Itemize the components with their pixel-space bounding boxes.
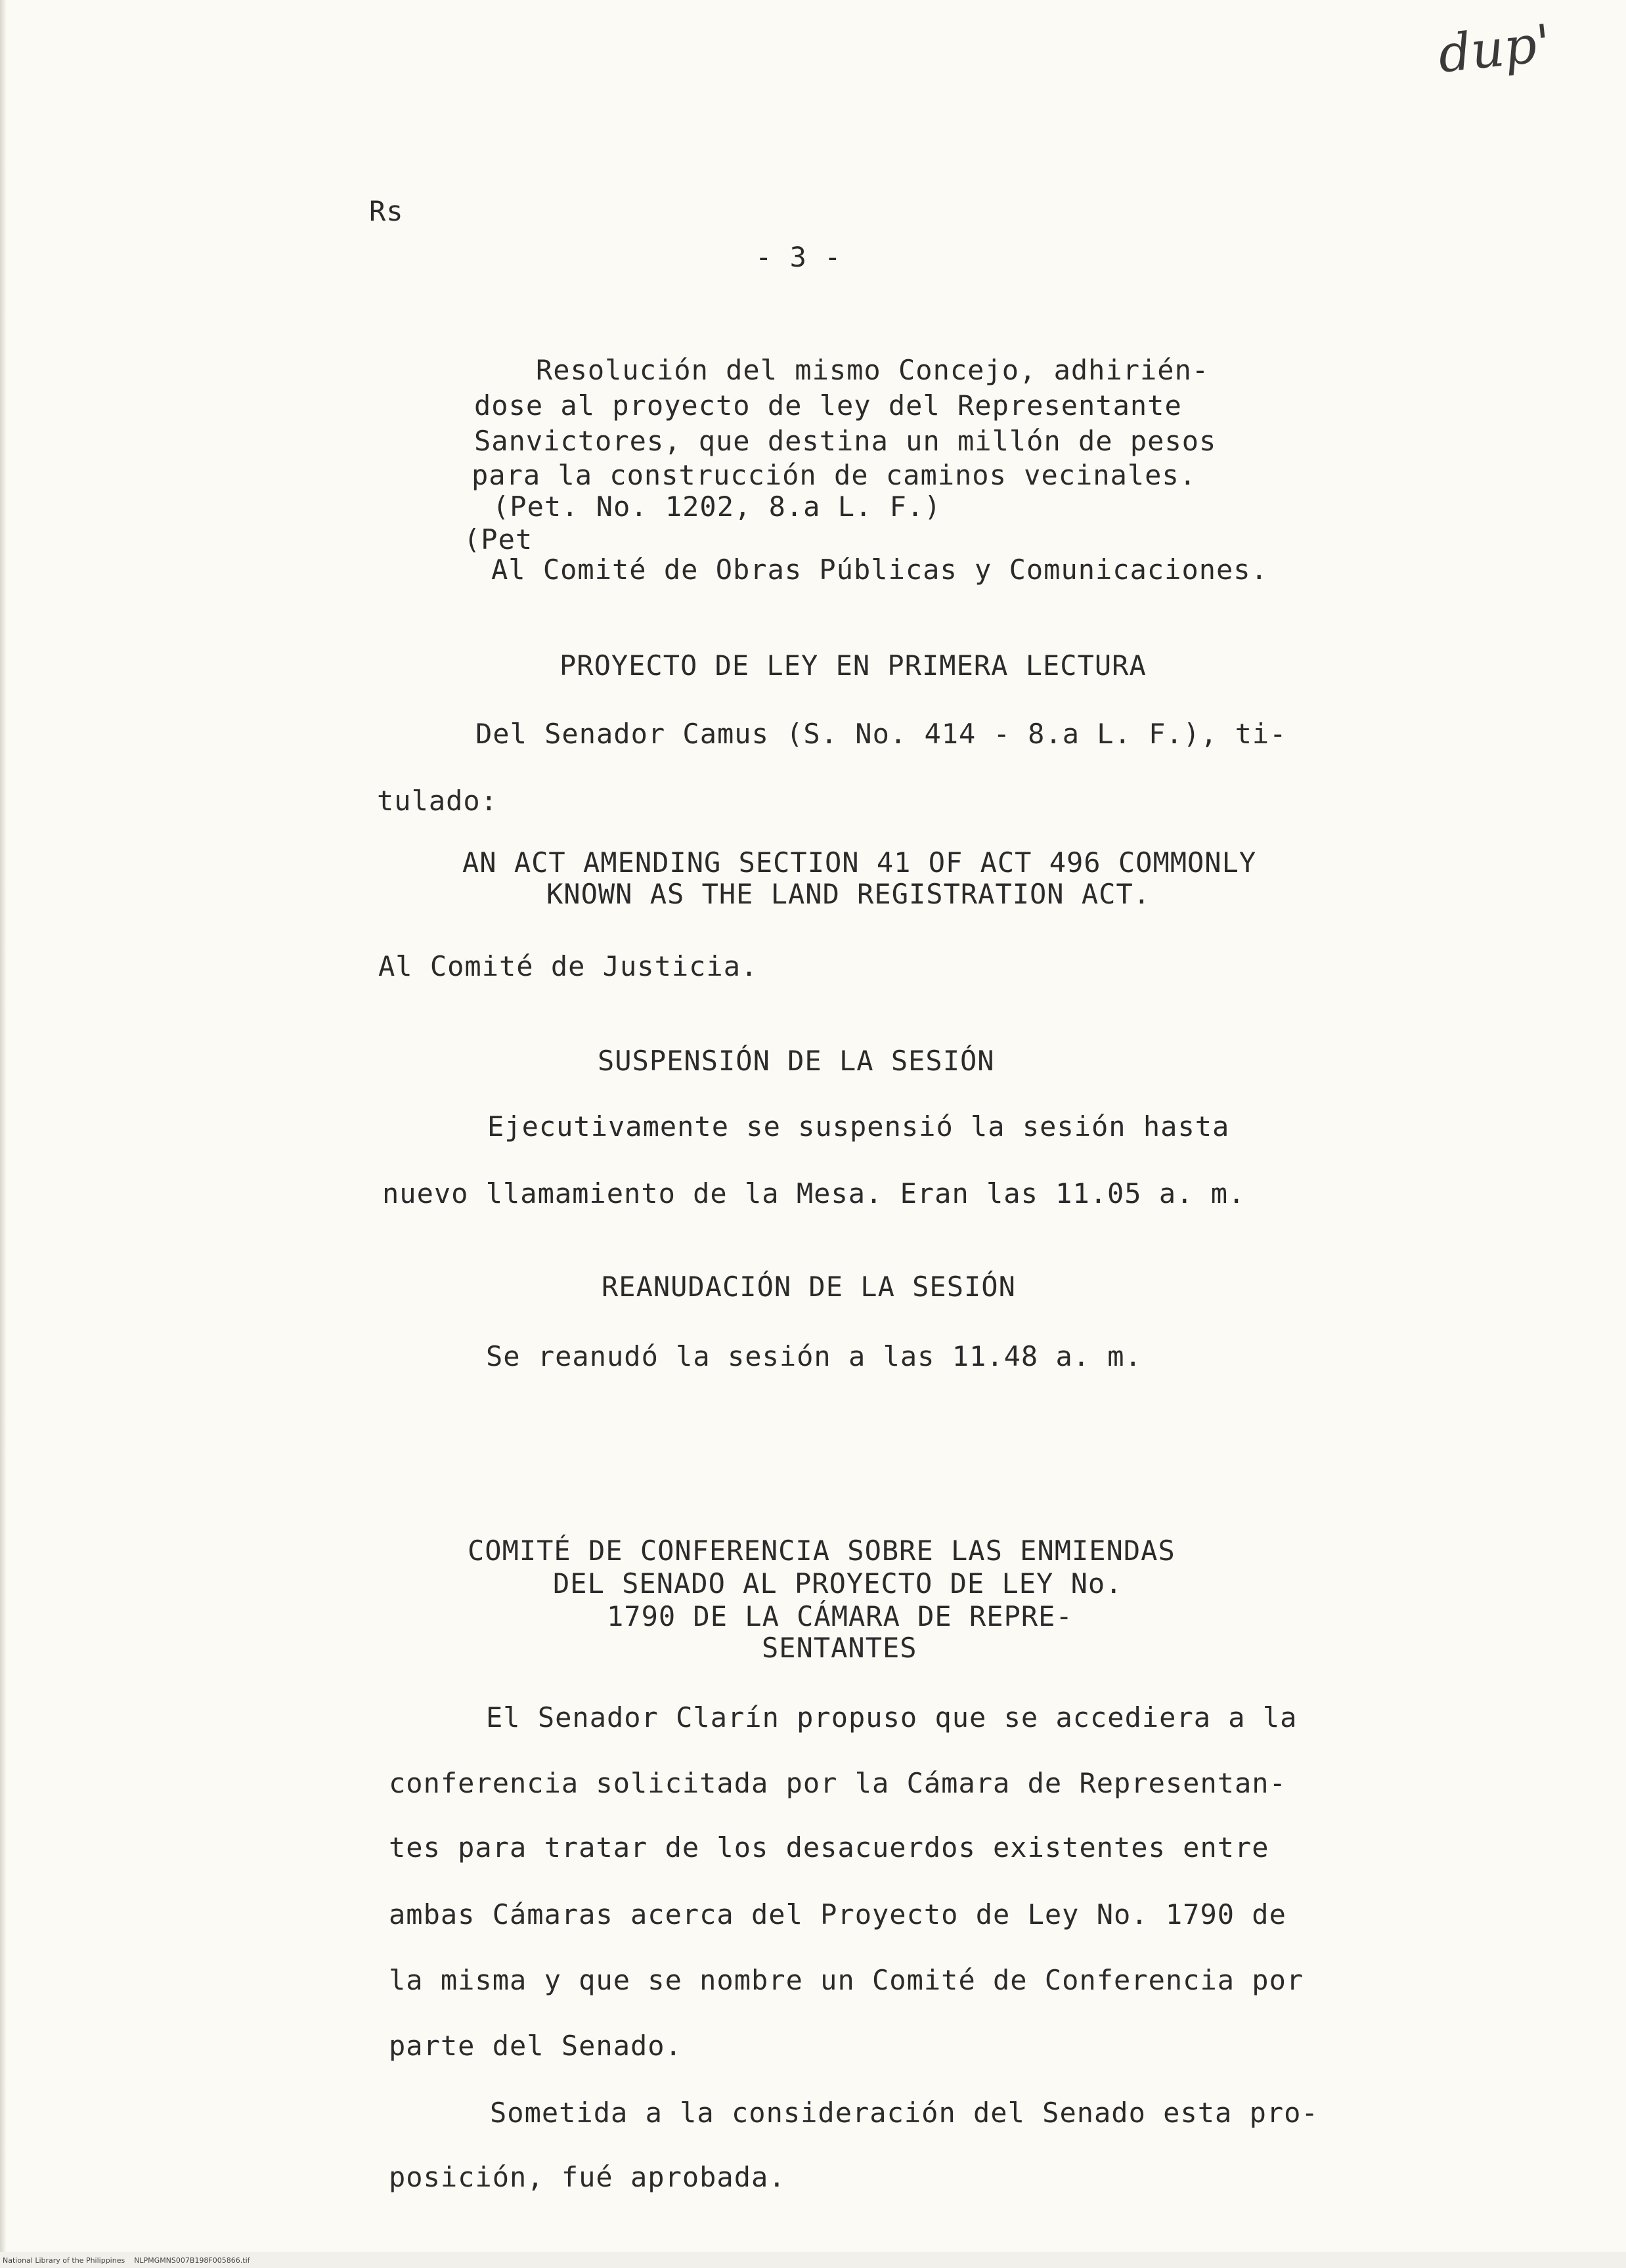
resolution-line-3: Sanvictores, que destina un millón de pesos xyxy=(474,425,1217,457)
conference-heading-line-2: DEL SENADO AL PROYECTO DE LEY No. xyxy=(553,1567,1123,1600)
conference-paragraph-line-2: conferencia solicitada por la Cámara de Representan- xyxy=(389,1767,1286,1799)
conference-paragraph-line-3: tes para tratar de los desacuerdos existentes entre xyxy=(389,1831,1269,1864)
conference-heading-line-1: COMITÉ DE CONFERENCIA SOBRE LAS ENMIENDAS xyxy=(468,1535,1176,1567)
scan-edge xyxy=(0,0,7,2268)
scan-footer: National Library of the Philippines NLPMGMNS007B198F005866.tif xyxy=(3,2256,250,2265)
handwritten-annotation: dup' xyxy=(1435,14,1554,85)
closing-line-2: posición, fué aprobada. xyxy=(389,2161,786,2193)
resolution-line-2: dose al proyecto de ley del Representante xyxy=(474,389,1182,422)
first-reading-line-2: tulado: xyxy=(377,785,498,817)
page-number: - 3 - xyxy=(755,241,842,273)
justice-referral: Al Comité de Justicia. xyxy=(378,950,758,982)
conference-paragraph-line-4: ambas Cámaras acerca del Proyecto de Ley No. 1790 de xyxy=(389,1898,1286,1930)
resolution-referral: Al Comité de Obras Públicas y Comunicaciones. xyxy=(491,554,1268,586)
act-title-line-2: KNOWN AS THE LAND REGISTRATION ACT. xyxy=(546,878,1151,910)
petition-reference: (Pet. No. 1202, 8.a L. F.) xyxy=(493,491,942,523)
conference-paragraph-line-1: El Senador Clarín propuso que se accediera a la xyxy=(486,1701,1298,1734)
conference-paragraph-line-6: parte del Senado. xyxy=(389,2030,682,2062)
conference-heading-line-3: 1790 DE LA CÁMARA DE REPRE- xyxy=(607,1600,1073,1632)
suspension-heading: SUSPENSIÓN DE LA SESIÓN xyxy=(598,1045,995,1077)
conference-heading-line-4: SENTANTES xyxy=(762,1632,917,1664)
first-reading-heading: PROYECTO DE LEY EN PRIMERA LECTURA xyxy=(560,649,1147,682)
closing-line-1: Sometida a la consideración del Senado esta pro- xyxy=(490,2097,1319,2129)
conference-paragraph-line-5: la misma y que se nombre un Comité de Conferencia por xyxy=(389,1964,1304,1996)
suspension-line-2: nuevo llamamiento de la Mesa. Eran las 11.05 a. m. xyxy=(382,1177,1246,1210)
resumption-heading: REANUDACIÓN DE LA SESIÓN xyxy=(602,1271,1016,1303)
first-reading-line-1: Del Senador Camus (S. No. 414 - 8.a L. F.), ti- xyxy=(475,718,1287,750)
act-title-line-1: AN ACT AMENDING SECTION 41 OF ACT 496 COMMONLY xyxy=(462,846,1257,879)
resumption-line-1: Se reanudó la sesión a las 11.48 a. m. xyxy=(486,1340,1142,1372)
typist-initials: Rs xyxy=(369,195,404,227)
suspension-line-1: Ejecutivamente se suspensió la sesión hasta xyxy=(487,1110,1230,1143)
petition-fragment: (Pet xyxy=(464,523,533,556)
resolution-line-4: para la construcción de caminos vecinales. xyxy=(472,459,1197,491)
resolution-line-1: Resolución del mismo Concejo, adhirién- xyxy=(536,354,1210,386)
